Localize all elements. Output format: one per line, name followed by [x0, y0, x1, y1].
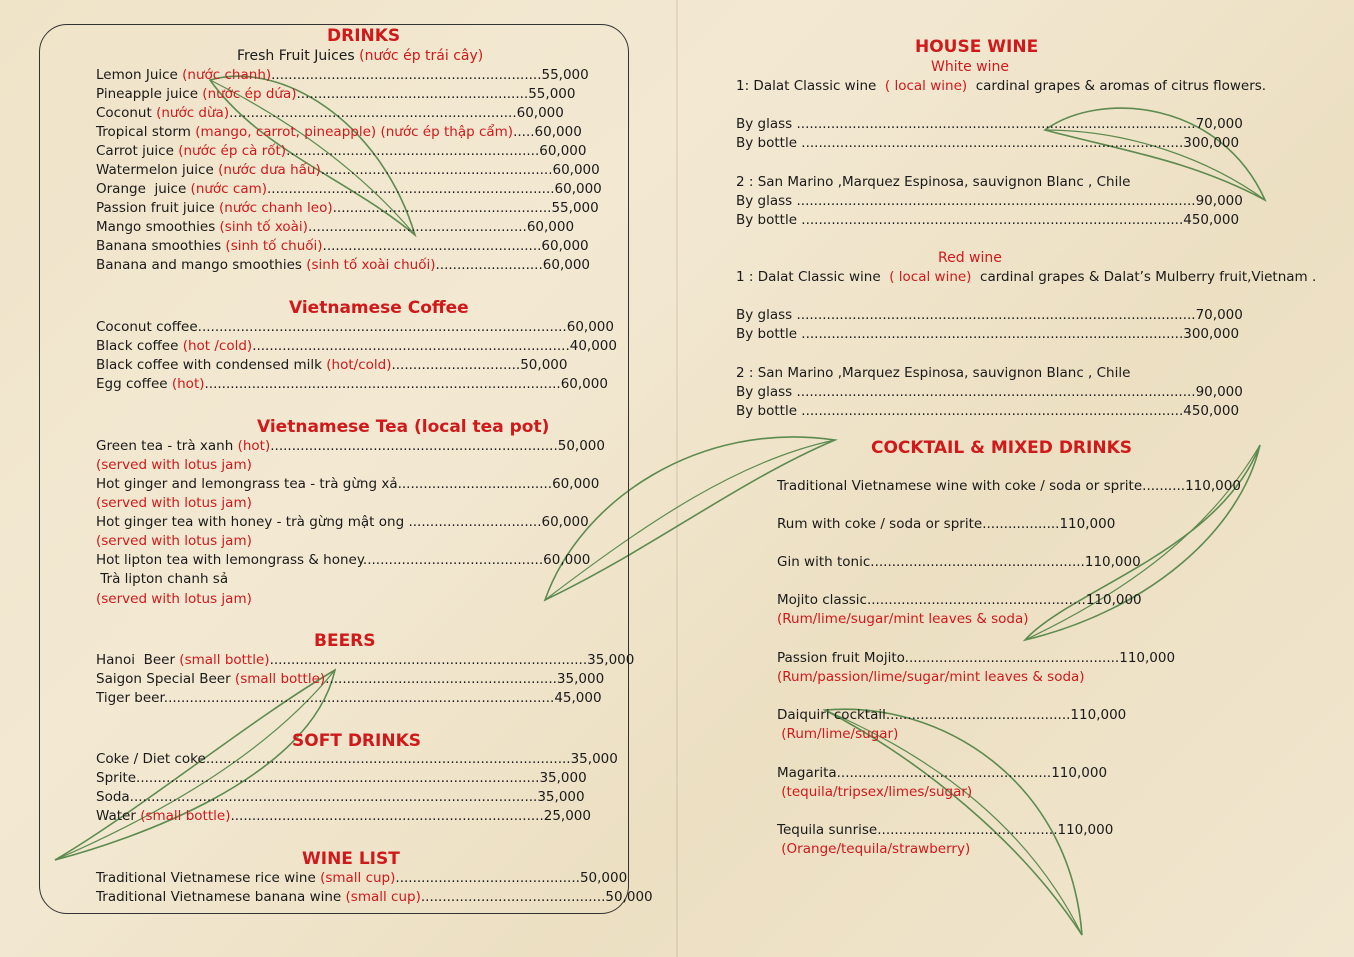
house-wine-title: HOUSE WINE — [915, 37, 1039, 57]
item-price: 110,000 — [1084, 554, 1141, 570]
white1-bottle-row — [736, 134, 1239, 153]
item-vietnamese: (small bottle) — [234, 671, 326, 687]
item-price: 35,000 — [539, 770, 587, 786]
red2-glass-row — [736, 383, 1243, 402]
dot-leader: .............................................................................................. — [136, 770, 540, 786]
white-wine-2: 2 : San Marino ,Marquez Espinosa, sauvignon Blanc , Chile — [736, 174, 1131, 190]
subtitle-vn: (nước ép trái cây) — [359, 48, 484, 64]
glass-label: By glass — [736, 193, 793, 209]
menu-item — [96, 689, 602, 708]
price: 90,000 — [1195, 193, 1243, 209]
cocktail-ingredients: (Rum/lime/sugar/mint leaves & soda) — [777, 611, 1029, 627]
dots: ......................................................................................... — [797, 212, 1184, 228]
item-price: 60,000 — [552, 162, 600, 178]
cocktail-title: COCKTAIL & MIXED DRINKS — [871, 438, 1132, 458]
item-name: Carrot juice — [96, 143, 179, 159]
glass-label: By glass — [736, 116, 793, 132]
item-price: 55,000 — [551, 200, 599, 216]
dot-leader: ........................................... — [885, 707, 1071, 723]
red-wine-2: 2 : San Marino ,Marquez Espinosa, sauvignon Blanc , Chile — [736, 365, 1131, 381]
menu-item — [96, 475, 599, 494]
dot-leader: ......................... — [435, 257, 543, 273]
white-wine-heading: White wine — [931, 59, 1009, 75]
item-vietnamese: (hot /cold) — [182, 338, 253, 354]
price: 90,000 — [1195, 384, 1243, 400]
item-price: 60,000 — [541, 514, 589, 530]
served-note: (served with lotus jam) — [96, 591, 252, 607]
dot-leader: .......... — [1142, 478, 1186, 494]
item-vietnamese: (nước ép cà rốt) — [178, 143, 287, 159]
price: 450,000 — [1183, 403, 1240, 419]
item-vietnamese: (sinh tố chuối) — [225, 238, 323, 254]
item-price: 60,000 — [542, 257, 591, 273]
menu-item — [96, 85, 575, 104]
item-vietnamese: (hot) — [171, 376, 205, 392]
item-name: Rum with coke / soda or sprite — [777, 516, 983, 532]
dot-leader: ........................................... — [420, 889, 606, 905]
dot-leader: ................................................................... — [270, 438, 558, 454]
tea-title: Vietnamese Tea (local tea pot) — [257, 417, 550, 437]
item-name: Passion fruit Mojito — [777, 650, 905, 666]
bottle-label: By bottle — [736, 326, 798, 342]
bottle-label: By bottle — [736, 135, 798, 151]
item-name: Banana smoothies — [96, 238, 226, 254]
cocktail-item — [777, 553, 1141, 572]
dot-leader: ................................................... — [322, 238, 542, 254]
item-price: 60,000 — [552, 476, 600, 492]
dot-leader: .............................. — [391, 357, 521, 373]
dot-leader: ...................................................... — [296, 86, 529, 102]
dot-leader: ...................................................... — [320, 162, 553, 178]
cocktail-item — [777, 477, 1241, 496]
dots: ............................................................................................. — [792, 116, 1196, 132]
item-price: 45,000 — [554, 690, 602, 706]
dot-leader: .......................................................................... — [269, 652, 588, 668]
red2-bottle-row — [736, 402, 1239, 421]
menu-item — [96, 256, 590, 275]
bottle-label: By bottle — [736, 403, 798, 419]
white2-glass-row — [736, 192, 1243, 211]
item-price: 35,000 — [570, 751, 618, 767]
dot-leader: ........................................... — [395, 870, 580, 886]
wine-name: 1 : Dalat Classic wine — [736, 269, 890, 285]
dot-leader: ..................................................................................... — [205, 751, 571, 767]
item-price: 60,000 — [554, 181, 602, 197]
item-vietnamese: (sinh tố xoài) — [219, 219, 308, 235]
item-name: Orange juice — [96, 181, 191, 197]
item-name: Green tea - trà xanh — [96, 438, 238, 454]
dot-leader: ................................................................................... — [204, 376, 561, 392]
menu-item — [96, 199, 599, 218]
item-price: 55,000 — [528, 86, 576, 102]
dot-leader: ............................................................... — [271, 67, 542, 83]
served-note: (served with lotus jam) — [96, 533, 252, 549]
red-wine-1 — [736, 268, 1316, 287]
item-name: Water — [96, 808, 141, 824]
item-name: Magarita — [777, 765, 837, 781]
item-price: 110,000 — [1185, 478, 1241, 494]
red1-glass-row — [736, 306, 1243, 325]
menu-item — [96, 180, 602, 199]
dot-leader: ............................... — [408, 514, 542, 530]
item-name: Soda — [96, 789, 130, 805]
red1-bottle-row — [736, 325, 1239, 344]
price: 300,000 — [1183, 326, 1240, 342]
item-vietnamese: (nước chanh leo) — [219, 200, 333, 216]
price: 70,000 — [1195, 307, 1243, 323]
item-price: 35,000 — [587, 652, 635, 668]
item-name: Traditional Vietnamese rice wine — [96, 870, 321, 886]
dot-leader: .......................................................................... — [252, 338, 570, 354]
dot-leader: .......................................... — [362, 552, 544, 568]
glass-label: By glass — [736, 384, 793, 400]
item-vietnamese: (nước chanh) — [182, 67, 272, 83]
dot-leader: .................................................. — [870, 554, 1085, 570]
wine-origin: ( local wine) — [889, 269, 972, 285]
dot-leader: ................................................... — [332, 200, 552, 216]
menu-item — [96, 337, 617, 356]
item-price: 110,000 — [1059, 516, 1116, 532]
wine-list-title: WINE LIST — [302, 849, 400, 869]
menu-item — [96, 788, 585, 807]
item-price: 110,000 — [1070, 707, 1127, 723]
beers-title: BEERS — [314, 631, 376, 651]
menu-item — [96, 888, 653, 907]
item-name: Sprite — [96, 770, 137, 786]
menu-item — [96, 651, 634, 670]
cocktail-item — [777, 515, 1115, 534]
dot-leader: ................................................... — [866, 592, 1086, 608]
bottle-label: By bottle — [736, 212, 798, 228]
menu-item — [96, 66, 589, 85]
dots: ......................................................................................... — [797, 326, 1184, 342]
item-price: 110,000 — [1051, 765, 1108, 781]
menu-item — [96, 750, 618, 769]
item-price: 50,000 — [579, 870, 628, 886]
item-name: Tequila sunrise — [777, 822, 878, 838]
tea-vn-name: Trà lipton chanh sả — [96, 571, 229, 587]
item-name: Lemon Juice — [96, 67, 183, 83]
cocktail-item — [777, 764, 1107, 783]
coffee-title: Vietnamese Coffee — [289, 298, 469, 318]
item-name: Watermelon juice — [96, 162, 219, 178]
item-name: Coke / Diet coke — [96, 751, 206, 767]
item-vietnamese: (nước cam) — [190, 181, 268, 197]
menu-item — [96, 218, 574, 237]
menu-item — [96, 513, 589, 532]
wine-notes: cardinal grapes & aromas of citrus flowers. — [967, 78, 1267, 94]
menu-item — [96, 123, 582, 142]
item-vietnamese: (nước ép dứa) — [202, 86, 297, 102]
served-note: (served with lotus jam) — [96, 457, 252, 473]
red-wine-heading: Red wine — [938, 250, 1002, 266]
wine-origin: ( local wine) — [884, 78, 968, 94]
white1-glass-row — [736, 115, 1243, 134]
menu-item — [96, 142, 587, 161]
item-name: Black coffee with condensed milk — [96, 357, 327, 373]
item-vietnamese: (hot/cold) — [326, 357, 392, 373]
item-name: Traditional Vietnamese banana wine — [96, 889, 346, 905]
item-name: Hot ginger and lemongrass tea - trà gừng xả — [96, 476, 398, 492]
wine-notes: cardinal grapes & Dalat’s Mulberry fruit,Vietnam . — [971, 269, 1317, 285]
item-name: Black coffee — [96, 338, 183, 354]
item-price: 60,000 — [526, 219, 575, 235]
menu-item — [96, 437, 605, 456]
menu-item — [96, 375, 608, 394]
item-price: 25,000 — [543, 808, 591, 824]
menu-item — [96, 807, 591, 826]
item-name: Egg coffee — [96, 376, 172, 392]
dot-leader: ............................................................................................... — [129, 789, 538, 805]
dots: ......................................................................................... — [797, 135, 1184, 151]
menu-item — [96, 237, 589, 256]
cocktail-item — [777, 821, 1113, 840]
item-price: 40,000 — [569, 338, 617, 354]
dot-leader: ........................................................... — [286, 143, 540, 159]
page-fold — [676, 0, 678, 957]
item-price: 110,000 — [1057, 822, 1114, 838]
item-price: 60,000 — [541, 238, 589, 254]
served-note: (served with lotus jam) — [96, 495, 252, 511]
item-name: Hanoi Beer — [96, 652, 180, 668]
dots: ......................................................................................... — [797, 403, 1184, 419]
soft-drinks-title: SOFT DRINKS — [292, 731, 421, 751]
menu-item — [96, 318, 614, 337]
price: 70,000 — [1195, 116, 1243, 132]
item-vietnamese: (nước dưa hấu) — [218, 162, 321, 178]
item-name: Mango smoothies — [96, 219, 220, 235]
item-vietnamese: (hot) — [237, 438, 271, 454]
item-vietnamese: (nước dừa) — [156, 105, 230, 121]
glass-label: By glass — [736, 307, 793, 323]
item-price: 60,000 — [566, 319, 614, 335]
item-name: Coconut — [96, 105, 157, 121]
dot-leader: ...................................................................................... — [197, 319, 567, 335]
menu-item — [96, 551, 590, 570]
cocktail-ingredients: (tequila/tripsex/limes/sugar) — [777, 784, 973, 800]
wine-name: 1: Dalat Classic wine — [736, 78, 885, 94]
item-name: Passion fruit juice — [96, 200, 220, 216]
item-name: Traditional Vietnamese wine with coke / soda or sprite — [777, 478, 1143, 494]
item-price: 60,000 — [516, 105, 564, 121]
item-name: Banana and mango smoothies — [96, 257, 307, 273]
white2-bottle-row — [736, 211, 1239, 230]
item-price: 50,000 — [520, 357, 568, 373]
dot-leader: ................................................................... — [267, 181, 555, 197]
cocktail-ingredients: (Rum/passion/lime/sugar/mint leaves & soda) — [777, 669, 1085, 685]
dot-leader: .................................... — [397, 476, 553, 492]
dot-leader: ...................................................... — [325, 671, 557, 687]
item-vietnamese: (small bottle) — [179, 652, 270, 668]
white-wine-1 — [736, 77, 1266, 96]
drinks-title: DRINKS — [327, 26, 401, 46]
item-price: 60,000 — [539, 143, 587, 159]
item-name: Gin with tonic — [777, 554, 871, 570]
item-name: Tiger beer — [96, 690, 164, 706]
banana-leaf-illustration — [1020, 440, 1270, 650]
item-price: 60,000 — [560, 376, 608, 392]
item-vietnamese: (small cup) — [320, 870, 396, 886]
item-price: 60,000 — [543, 552, 591, 568]
item-name: Hot lipton tea with lemongrass & honey — [96, 552, 363, 568]
item-price: 110,000 — [1119, 650, 1176, 666]
item-name: Hot ginger tea with honey - trà gừng mật ong — [96, 514, 409, 530]
dot-leader: .......................................... — [877, 822, 1058, 838]
item-name: Mojito classic — [777, 592, 867, 608]
dot-leader: ................................................................... — [229, 105, 517, 121]
cocktail-ingredients: (Rum/lime/sugar) — [777, 726, 899, 742]
item-price: 110,000 — [1085, 592, 1142, 608]
item-name: Daiquiri cocktail — [777, 707, 886, 723]
dots: ............................................................................................. — [792, 307, 1196, 323]
item-vietnamese: (sinh tố xoài chuối) — [306, 257, 436, 273]
item-vietnamese: (mango, carrot, pineapple) (nước ép thập cẩm) — [195, 124, 514, 140]
dot-leader: ................................................... — [307, 219, 527, 235]
item-name: Saigon Special Beer — [96, 671, 235, 687]
dot-leader: ..... — [513, 124, 535, 140]
menu-item — [96, 670, 604, 689]
dots: ............................................................................................. — [792, 193, 1196, 209]
dot-leader: ......................................................................... — [230, 808, 544, 824]
item-name: Pineapple juice — [96, 86, 203, 102]
price: 450,000 — [1183, 212, 1240, 228]
subtitle-en: Fresh Fruit Juices — [237, 48, 355, 64]
dot-leader: .................................................. — [904, 650, 1120, 666]
item-price: 35,000 — [556, 671, 605, 687]
menu-item — [96, 869, 627, 888]
cocktail-item — [777, 591, 1142, 610]
item-price: 50,000 — [557, 438, 605, 454]
cocktail-item — [777, 706, 1126, 725]
cocktail-ingredients: (Orange/tequila/strawberry) — [777, 841, 971, 857]
item-vietnamese: (small cup) — [345, 889, 421, 905]
menu-item — [96, 161, 600, 180]
item-price: 50,000 — [605, 889, 653, 905]
item-price: 60,000 — [534, 124, 582, 140]
cocktail-item — [777, 649, 1175, 668]
menu-item — [96, 356, 567, 375]
dot-leader: .................................................. — [836, 765, 1052, 781]
item-price: 55,000 — [541, 67, 589, 83]
dot-leader: ........................................................................................... — [163, 690, 555, 706]
fresh-juices-subtitle — [237, 47, 483, 66]
dots: ............................................................................................. — [792, 384, 1196, 400]
item-name: Tropical storm — [96, 124, 196, 140]
menu-item — [96, 104, 564, 123]
price: 300,000 — [1183, 135, 1240, 151]
dot-leader: .................. — [982, 516, 1060, 532]
menu-item — [96, 769, 587, 788]
item-vietnamese: (small bottle) — [140, 808, 231, 824]
item-name: Coconut coffee — [96, 319, 198, 335]
item-price: 35,000 — [537, 789, 585, 805]
